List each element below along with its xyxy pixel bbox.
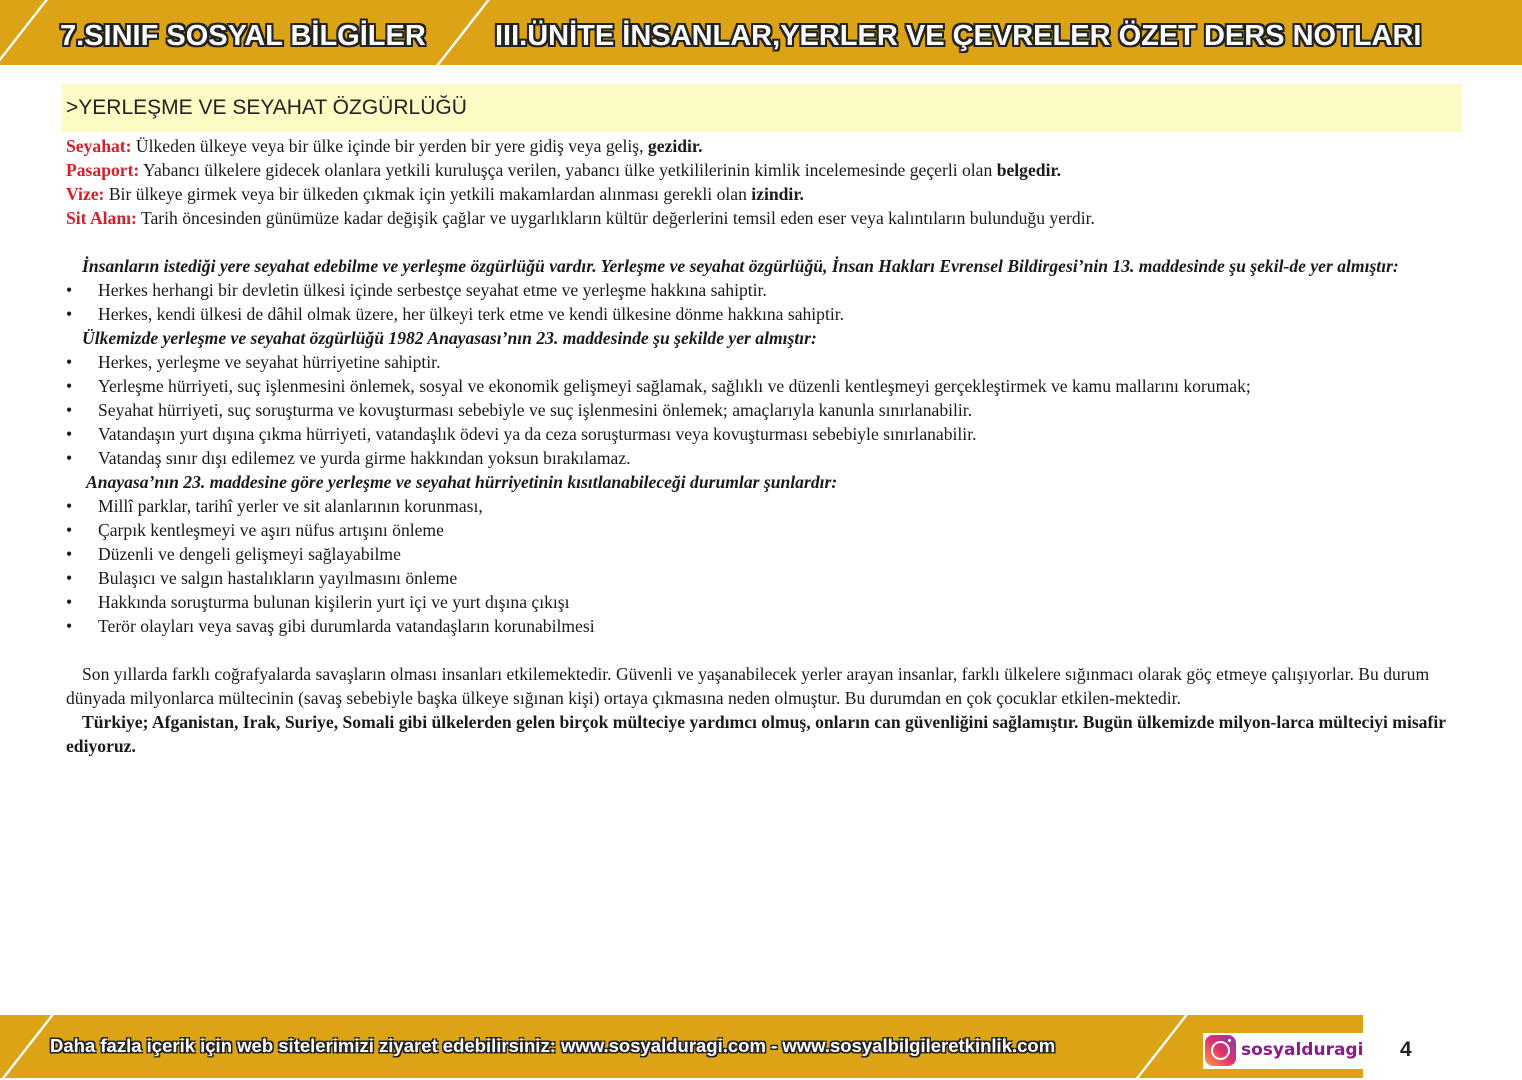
list-item: • Seyahat hürriyeti, suç soruşturma ve kovuşturması sebebiyle ve suç işlenmesini önlemek; amaçlarıyla kanunla sınırlanabilir. [66, 398, 1462, 422]
term: Seyahat: [66, 136, 132, 156]
intro-paragraph: İnsanların istediği yere seyahat edebilme ve yerleşme özgürlüğü vardır. Yerleşme ve seyahat özgürlüğü, İnsan Hakları Evrensel Bildirgesi’nin 13. maddesinde şu şekil-de yer almıştır: [82, 256, 1399, 276]
instagram-badge[interactable] [1203, 1033, 1363, 1069]
course-title: 7.SINIF SOSYAL BİLGİLER [60, 20, 426, 52]
definition-text: Ülkeden ülkeye veya bir ülke içinde bir yerden bir yere gidiş veya geliş, [131, 136, 648, 156]
definition [66, 206, 1462, 230]
intro-paragraph: Ülkemizde yerleşme ve seyahat özgürlüğü 1982 Anayasası’nın 23. maddesinde şu şekilde yer almıştır: [82, 328, 817, 348]
instagram-handle: sosyalduragi [1241, 1040, 1364, 1060]
bullet-list [66, 494, 1462, 638]
term: Pasaport: [66, 160, 140, 180]
footer-websites: Daha fazla içerik için web sitelerimizi ziyaret edebilirsiniz: www.sosyalduragi.com - www.sosyalbilgileretkinlik.com [50, 1035, 1056, 1056]
definition-bold: izindir. [751, 184, 804, 204]
list-item: • Millî parklar, tarihî yerler ve sit alanlarının korunması, [66, 494, 1462, 518]
footer-band [0, 1015, 1363, 1078]
definition-text: Bir ülkeye girmek veya bir ülkeden çıkmak için yetkili makamlardan alınması gerekli olan [104, 184, 752, 204]
divider [1129, 1015, 1195, 1078]
content [66, 134, 1462, 758]
divider [0, 0, 54, 72]
definition-bold: belgedir. [996, 160, 1062, 180]
definition-text: Tarih öncesinden günümüze kadar değişik çağlar ve uygarlıkların kültür değerlerini temsil eden eser veya kalıntıların bulunduğu yerdir. [136, 208, 1095, 228]
list-item: • Herkes, yerleşme ve seyahat hürriyetine sahiptir. [66, 350, 1462, 374]
definition [66, 134, 1462, 158]
page-number: 4 [1400, 1038, 1412, 1061]
list-item: • Herkes, kendi ülkesi de dâhil olmak üzere, her ülkeyi terk etme ve kendi ülkesine dönme hakkına sahiptir. [66, 302, 1462, 326]
unit-title: III.ÜNİTE İNSANLAR,YERLER VE ÇEVRELER ÖZET DERS NOTLARI [495, 20, 1422, 52]
list-item: • Herkes herhangi bir devletin ülkesi içinde serbestçe seyahat etme ve yerleşme hakkına sahiptir. [66, 278, 1462, 302]
list-item: • Bulaşıcı ve salgın hastalıkların yayılmasını önleme [66, 566, 1462, 590]
instagram-icon [1205, 1035, 1236, 1066]
definition-bold: gezidir. [647, 136, 703, 156]
list-item: • Hakkında soruşturma bulunan kişilerin yurt içi ve yurt dışına çıkışı [66, 590, 1462, 614]
list-item: • Yerleşme hürriyeti, suç işlenmesini önlemek, sosyal ve ekonomik gelişmeyi sağlamak, sağlıklı ve düzenli kentleşmeyi gerçekleştirmek ve kamu mallarını korumak; [66, 374, 1462, 398]
section-title: >YERLEŞME VE SEYAHAT ÖZGÜRLÜĞÜ [66, 96, 467, 119]
list-item: • Vatandaş sınır dışı edilemez ve yurda girme hakkından yoksun bırakılamaz. [66, 446, 1462, 470]
list-item: • Terör olayları veya savaş gibi durumlarda vatandaşların korunabilmesi [66, 614, 1462, 638]
bullet-list [66, 350, 1462, 470]
bullet-list [66, 278, 1462, 326]
section-heading-box [62, 84, 1462, 132]
definition [66, 182, 1462, 206]
turkey-paragraph: Türkiye; Afganistan, Irak, Suriye, Somali gibi ülkelerden gelen birçok mülteciye yardımcı olmuş, onların can güvenliğini sağlamıştır. Bugün ülkemizde milyon-larca mülteciyi misafir ediyoruz. [66, 712, 1446, 756]
refugee-paragraph: Son yıllarda farklı coğrafyalarda savaşların olması insanları etkilemektedir. Güvenli ve yaşanabilecek yerler arayan insanlar, farklı ülkelere sığınmacı olarak göç etmeye çalışıyorlar. Bu durum dünyada milyonlarca mültecinin (savaş sebebiyle başka ülkeye sığınan kişi) ortaya çıkmasına neden olmuştur. Bu durumdan en çok çocuklar etkilen-mektedir. [66, 664, 1430, 708]
list-item: • Çarpık kentleşmeyi ve aşırı nüfus artışını önleme [66, 518, 1462, 542]
list-item: • Düzenli ve dengeli gelişmeyi sağlayabilme [66, 542, 1462, 566]
definition [66, 158, 1462, 182]
intro-paragraph: Anayasa’nın 23. maddesine göre yerleşme ve seyahat hürriyetinin kısıtlanabileceği durumlar şunlardır: [86, 472, 838, 492]
list-item: • Vatandaşın yurt dışına çıkma hürriyeti, vatandaşlık ödevi ya da ceza soruşturması veya kovuşturması sebebiyle sınırlanabilir. [66, 422, 1462, 446]
header-band [0, 0, 1522, 65]
divider [431, 0, 497, 72]
term: Vize: [66, 184, 105, 204]
definition-text: Yabancı ülkelere gidecek olanlara yetkili kuruluşça verilen, yabancı ülke yetkililerinin kimlik incelemesinde geçerli olan [139, 160, 997, 180]
term: Sit Alanı: [66, 208, 137, 228]
